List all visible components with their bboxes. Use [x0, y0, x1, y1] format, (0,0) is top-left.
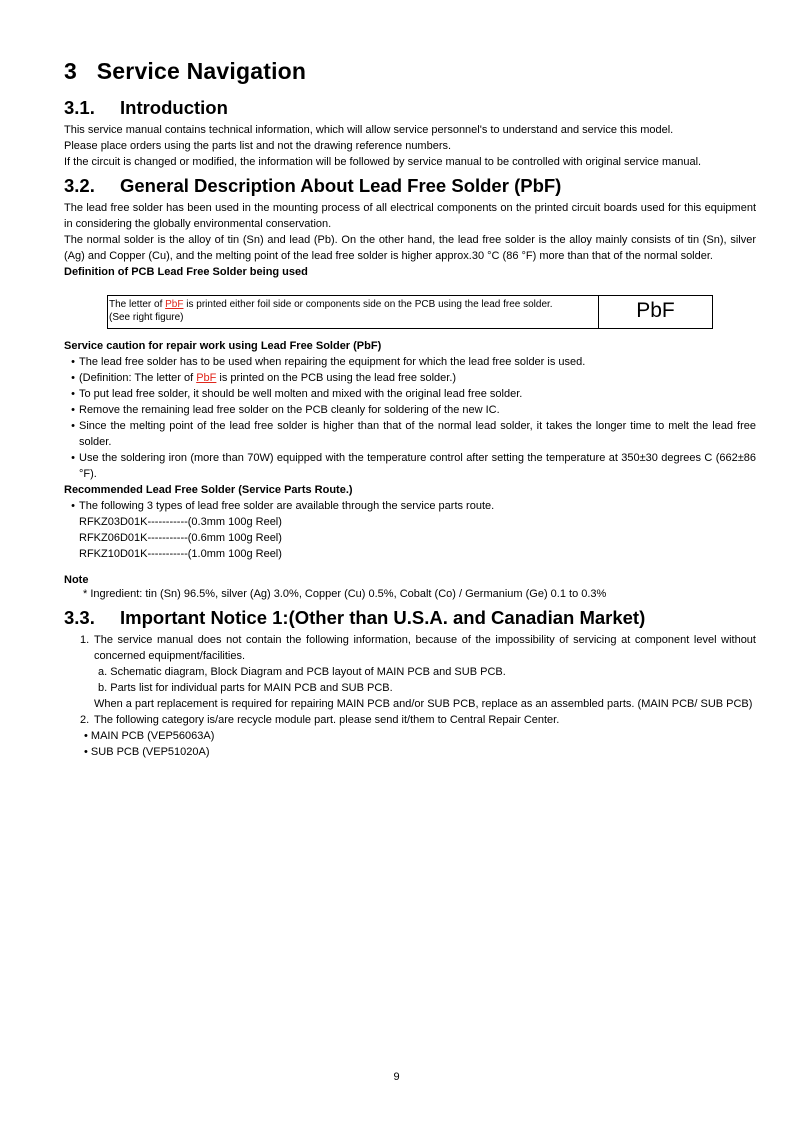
caution-bullet-5: • Since the melting point of the lead free solder is higher than that of the normal lead solder, it takes the longer time to melt the lead free solder.	[71, 420, 756, 448]
recommended-solder-heading: Recommended Lead Free Solder (Service Parts Route.)	[64, 484, 353, 496]
pbf-figure: PbF	[636, 299, 675, 322]
notice-item-1c: When a part replacement is required for repairing MAIN PCB and/or SUB PCB, replace as an assembled parts. (MAIN PCB/ SUB PCB)	[94, 698, 753, 710]
part-number-2: RFKZ06D01K-----------(0.6mm 100g Reel)	[79, 532, 282, 544]
section-title: Important Notice 1:(Other than U.S.A. and Canadian Market)	[120, 607, 646, 628]
notice-item-1a: a. Schematic diagram, Block Diagram and PCB layout of MAIN PCB and SUB PCB.	[98, 666, 506, 678]
caution-bullet-6: • Use the soldering iron (more than 70W) equipped with the temperature control after setting the temperature at 350±30 degrees C (662±86 °F).	[71, 452, 756, 480]
section-number: 3.1.	[64, 97, 95, 118]
section-title: Introduction	[120, 97, 228, 118]
caution-bullet-1: • The lead free solder has to be used when repairing the equipment for which the lead free solder is used.	[71, 356, 586, 368]
notice-item-2: 2. The following category is/are recycle module part. please send it/them to Central Repair Center.	[80, 714, 560, 726]
intro-line-2: Please place orders using the parts list and not the drawing reference numbers.	[64, 140, 452, 152]
lead-free-paragraph-1: The lead free solder has been used in the mounting process of all electrical components on the printed circuit boards used for this equipment in considering the globally environmental conservation.	[64, 202, 756, 230]
note-heading: Note	[64, 574, 89, 586]
section-3-2-heading	[64, 174, 756, 198]
note-text: * Ingredient: tin (Sn) 96.5%, silver (Ag) 3.0%, Copper (Cu) 0.5%, Cobalt (Co) / Germanium (Ge) 0.1 to 0.3%	[83, 588, 607, 600]
service-caution-heading: Service caution for repair work using Lead Free Solder (PbF)	[64, 340, 382, 352]
pbf-mark-inline: PbF	[165, 299, 184, 310]
pbf-mark-inline: PbF	[196, 372, 217, 384]
pbf-definition-box	[107, 295, 713, 329]
notice-item-1: 1. The service manual does not contain the following information, because of the impossibility of servicing at component level without concerned equipment/facilities.	[80, 634, 756, 662]
section-title: General Description About Lead Free Solder (PbF)	[120, 175, 562, 196]
part-number-3: RFKZ10D01K-----------(1.0mm 100g Reel)	[79, 548, 282, 560]
section-number: 3.3.	[64, 607, 95, 628]
lead-free-paragraph-2: The normal solder is the alloy of tin (Sn) and lead (Pb). On the other hand, the lead free solder is the alloy mainly consists of tin (Sn), silver (Ag) and Copper (Cu), and the melting point of the lead free solder is higher approx.30 °C (86 °F) more than that of the normal solder.	[64, 234, 756, 262]
page-title: 3 Service Navigation	[64, 58, 307, 84]
page-number: 9	[393, 1071, 400, 1083]
section-3-3-heading	[64, 606, 756, 630]
definition-heading: Definition of PCB Lead Free Solder being used	[64, 266, 308, 278]
intro-line-3: If the circuit is changed or modified, the information will be followed by service manual to be controlled with original service manual.	[64, 156, 702, 168]
part-number-1: RFKZ03D01K-----------(0.3mm 100g Reel)	[79, 516, 282, 528]
recommended-bullet: • The following 3 types of lead free solder are available through the service parts route.	[71, 500, 495, 512]
caution-bullet-4: • Remove the remaining lead free solder on the PCB cleanly for soldering of the new IC.	[71, 404, 500, 416]
module-part-sub-pcb: • SUB PCB (VEP51020A)	[84, 746, 210, 758]
caution-bullet-3: • To put lead free solder, it should be well molten and mixed with the original lead free solder.	[71, 388, 523, 400]
section-number: 3.2.	[64, 175, 95, 196]
module-part-main-pcb: • MAIN PCB (VEP56063A)	[84, 730, 215, 742]
caution-bullet-2: • (Definition: The letter of PbF is printed on the PCB using the lead free solder.)	[71, 372, 457, 384]
section-3-1-heading	[64, 96, 756, 120]
notice-item-1b: b. Parts list for individual parts for MAIN PCB and SUB PCB.	[98, 682, 393, 694]
page-content	[64, 56, 756, 760]
intro-line-1: This service manual contains technical information, which will allow service personnel's to understand and service this model.	[64, 124, 674, 136]
pbf-definition-text: The letter of PbF is printed either foil side or components side on the PCB using the lead free solder. (See right figure)	[108, 296, 599, 328]
